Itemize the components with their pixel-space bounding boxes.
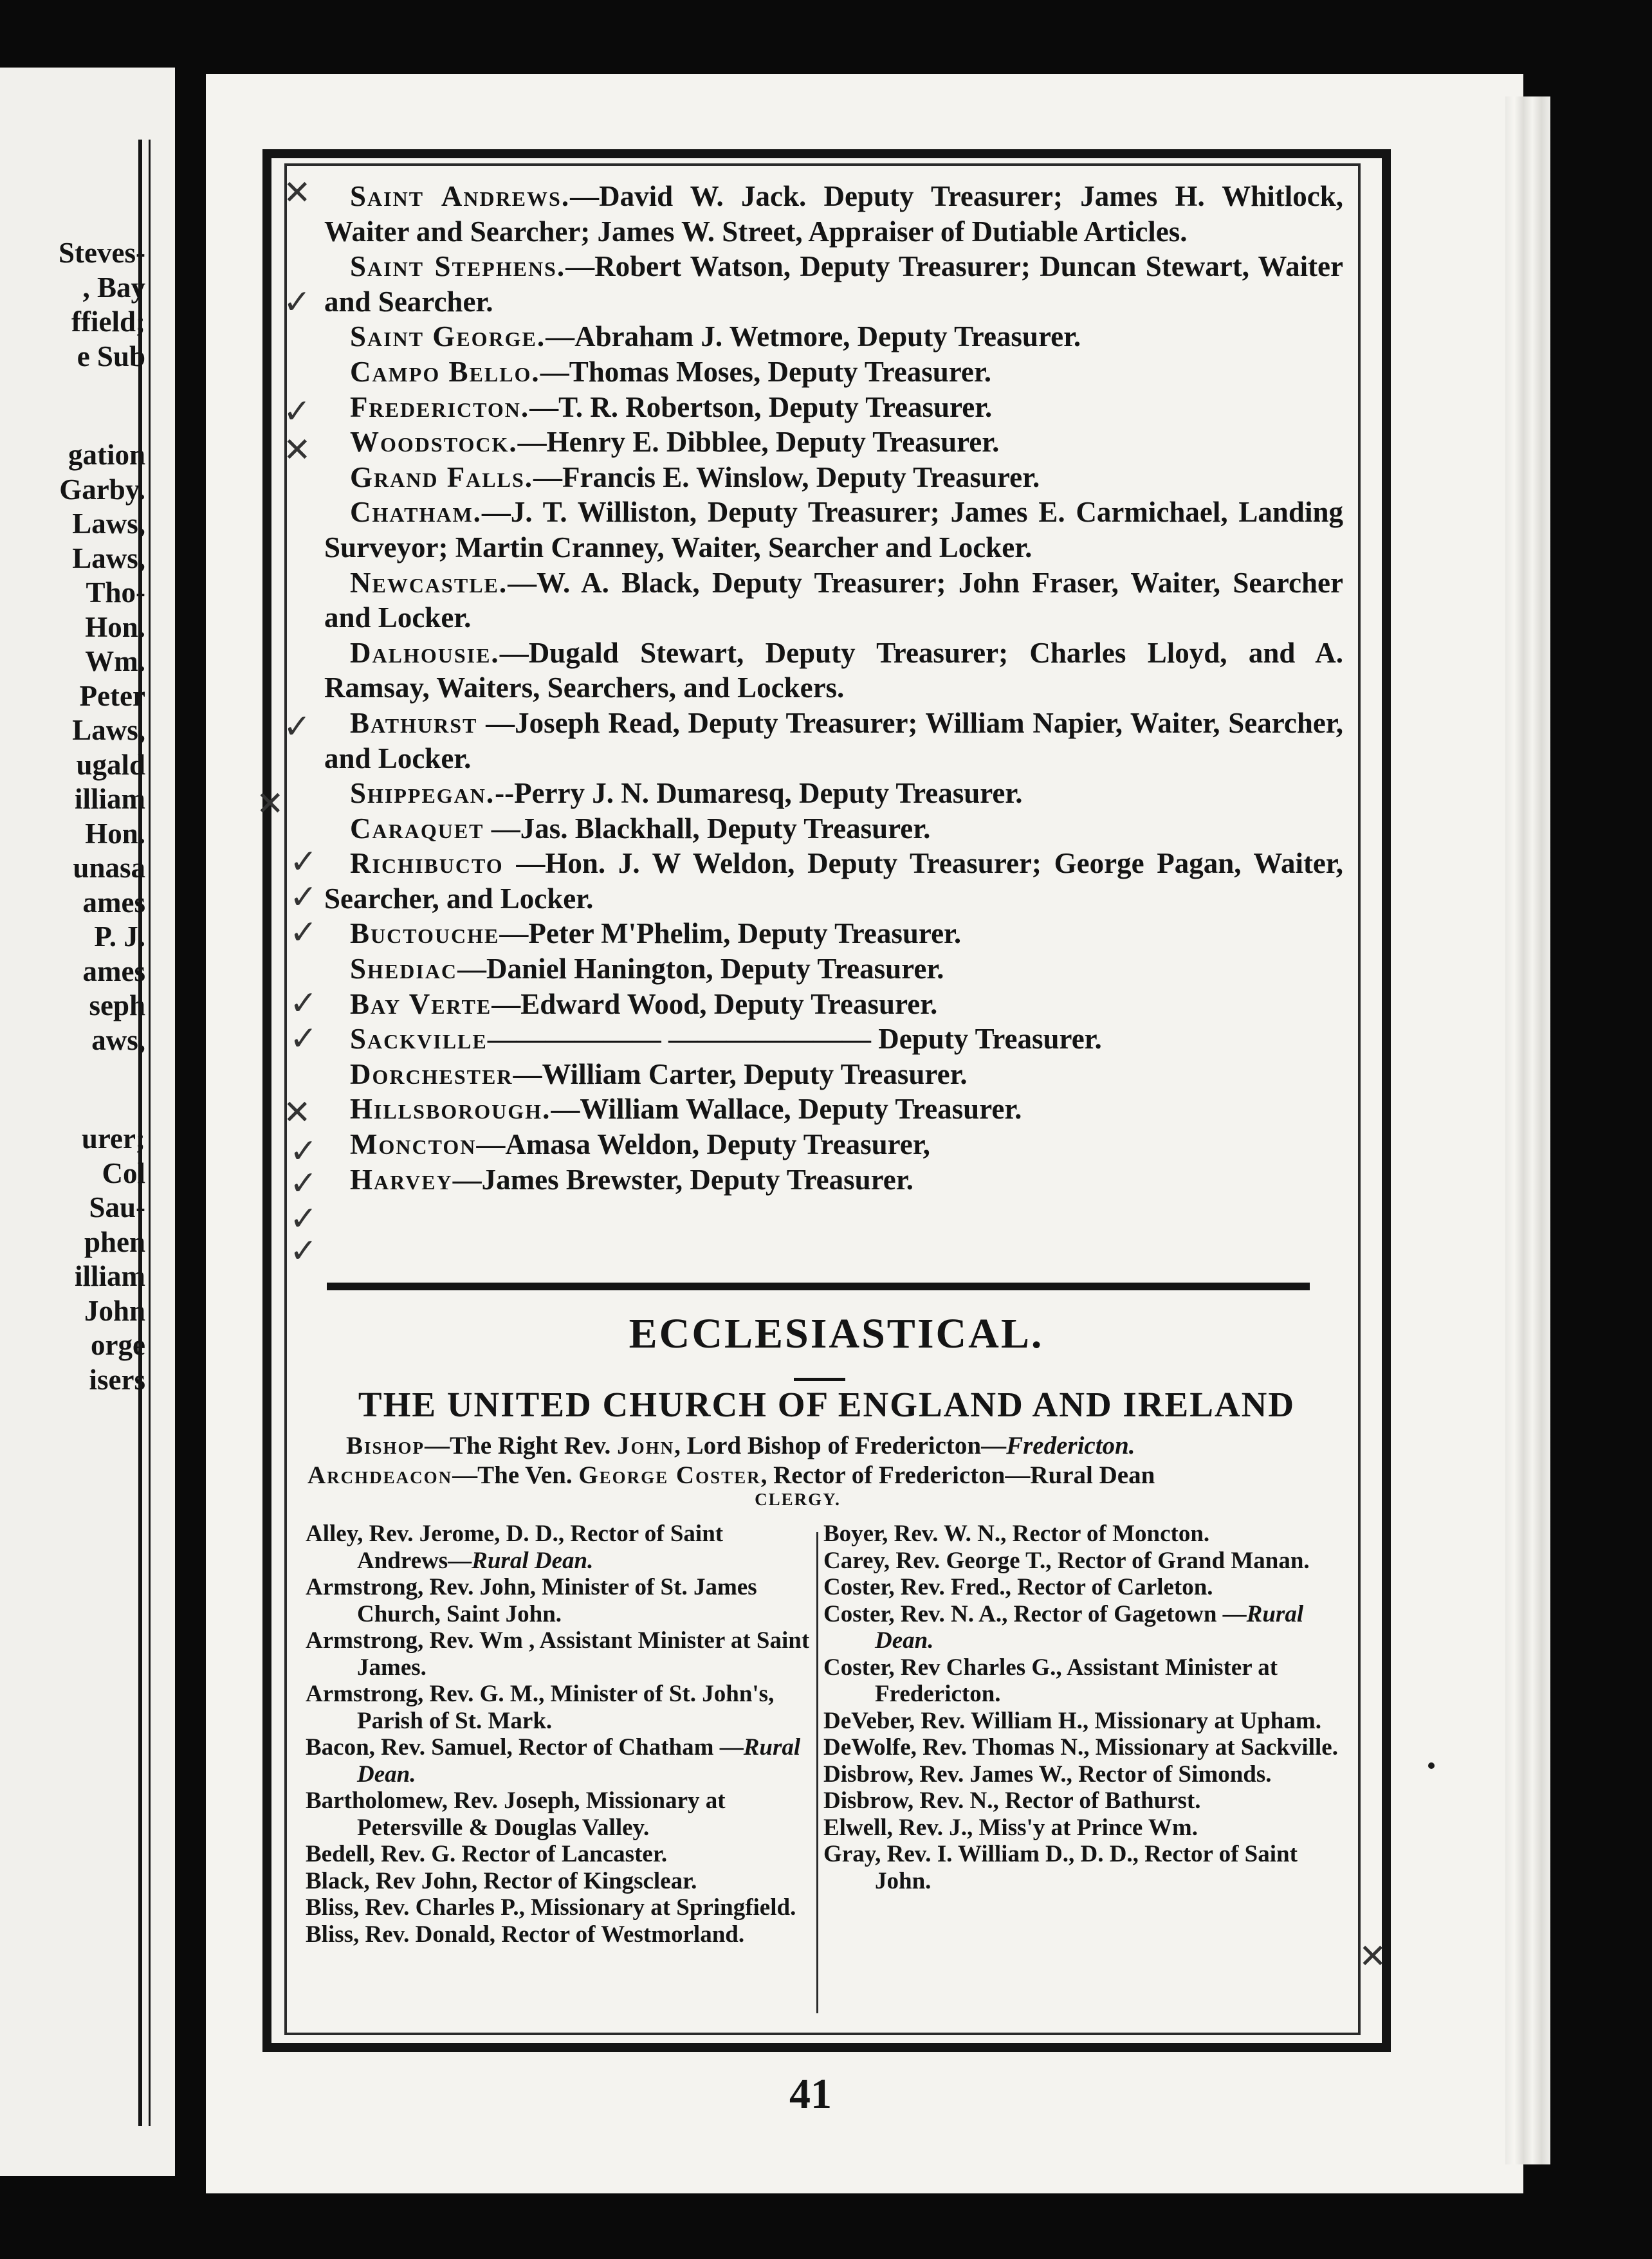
- customs-entry: [324, 495, 1343, 565]
- clergy-entry: Alley, Rev. Jerome, D. D., Rector of Saint Andrews—Rural Dean.: [306, 1521, 724, 1574]
- port-name: Saint Stephens.: [350, 250, 566, 283]
- clergy-entry: Coster, Rev Charles G., Assistant Minister at Fredericton.: [823, 1654, 1278, 1707]
- customs-entry: [324, 1092, 1343, 1127]
- previous-page-line: urer;: [81, 1122, 145, 1155]
- port-name: Grand Falls.: [350, 461, 534, 493]
- previous-page-line: ffield;: [71, 306, 145, 338]
- previous-page-line: Steves-: [59, 237, 145, 269]
- column-divider: [816, 1532, 818, 2013]
- clergy-entry: Black, Rev John, Rector of Kingsclear.: [306, 1867, 697, 1894]
- officer-text: —Amasa Weldon, Deputy Treasurer,: [476, 1128, 930, 1161]
- title-underline: [794, 1378, 845, 1381]
- customs-entry: [324, 179, 1343, 249]
- previous-page-line: Peter: [79, 679, 145, 712]
- customs-entry: [324, 249, 1343, 319]
- port-name: Fredericton.: [350, 390, 530, 423]
- port-name: Campo Bello.: [350, 355, 540, 388]
- clergy-entry: Armstrong, Rev. Wm , Assistant Minister at Saint James.: [306, 1627, 810, 1681]
- customs-entry: [324, 565, 1343, 636]
- previous-page-line: Tho-: [86, 576, 145, 608]
- previous-page-line: illiam: [75, 783, 145, 815]
- clergy-entry: Armstrong, Rev. John, Minister of St. James Church, Saint John.: [306, 1574, 757, 1627]
- port-name: Woodstock.: [350, 426, 518, 459]
- bishop-line: Bishop—The Right Rev. John, Lord Bishop of Fredericton—Fredericton.: [346, 1432, 1135, 1459]
- previous-page-line: , Bay: [82, 271, 145, 304]
- previous-page-line: gation: [68, 439, 145, 471]
- port-name: Sackville: [350, 1023, 488, 1056]
- previous-page-line: P. J.: [94, 920, 145, 953]
- customs-entry: [324, 1057, 1343, 1092]
- customs-entry: [324, 390, 1343, 425]
- previous-page-line: seph: [89, 989, 145, 1021]
- check-mark-icon: ✓: [289, 1132, 318, 1171]
- check-mark-icon: ✓: [289, 984, 318, 1023]
- page-number: 41: [789, 2071, 832, 2117]
- officer-text: —Francis E. Winslow, Deputy Treasurer.: [533, 461, 1040, 493]
- customs-entry: [324, 987, 1343, 1022]
- check-mark-icon: ✓: [289, 1020, 318, 1058]
- officer-text: —David W. Jack. Deputy Treasurer; James H. Whitlock, Waiter and Searcher; James W. Street, Appraiser of Dutiable Articles.: [324, 180, 1343, 248]
- church-heading: THE UNITED CHURCH OF ENGLAND AND IRELAND: [358, 1385, 1296, 1424]
- section-divider: [327, 1283, 1310, 1290]
- customs-entry: [324, 319, 1343, 354]
- officer-text: —Hon. J. W Weldon, Deputy Treasurer; George Pagan, Waiter, Searcher, and Locker.: [324, 847, 1343, 915]
- officer-text: —James Brewster, Deputy Treasurer.: [452, 1163, 913, 1196]
- clergy-entry: Bartholomew, Rev. Joseph, Missionary at Petersville & Douglas Valley.: [306, 1788, 726, 1841]
- officer-text: —————— ——————— Deputy Treasurer.: [487, 1023, 1102, 1056]
- previous-page-line: illiam: [75, 1260, 145, 1292]
- check-mark-icon: ✓: [289, 1200, 318, 1238]
- previous-page-line: Laws,: [72, 508, 145, 540]
- page-edges: [1505, 96, 1550, 2164]
- officer-text: —Henry E. Dibblee, Deputy Treasurer.: [517, 426, 1000, 459]
- officer-text: —Jas. Blackhall, Deputy Treasurer.: [484, 812, 931, 845]
- previous-page-text: [0, 236, 145, 1397]
- clergy-entry: DeVeber, Rev. William H., Missionary at Upham.: [823, 1707, 1321, 1734]
- clergy-entry: Bliss, Rev. Charles P., Missionary at Springfield.: [306, 1894, 796, 1921]
- port-name: Newcastle.: [350, 566, 508, 599]
- previous-page-line: unasa: [73, 852, 145, 884]
- officer-text: —William Wallace, Deputy Treasurer.: [551, 1093, 1022, 1126]
- clergy-list-left: [306, 1521, 814, 1948]
- customs-entry: [324, 636, 1343, 706]
- customs-entry: [324, 1162, 1343, 1198]
- clergy-entry: Disbrow, Rev. N., Rector of Bathurst.: [823, 1788, 1201, 1814]
- officer-text: —Edward Wood, Deputy Treasurer.: [491, 987, 938, 1020]
- previous-page-line: Sau-: [89, 1191, 145, 1223]
- previous-page-line: phen: [84, 1225, 145, 1258]
- cross-mark-icon: ✕: [283, 431, 311, 470]
- previous-page-line: [0, 1057, 145, 1122]
- previous-page-line: ugald: [76, 748, 145, 781]
- ink-dot: [1428, 1762, 1435, 1769]
- previous-page-line: aws,: [91, 1023, 145, 1056]
- officer-text: —Joseph Read, Deputy Treasurer; William Napier, Waiter, Searcher, and Locker.: [324, 706, 1343, 774]
- cross-mark-icon: ✕: [283, 1093, 311, 1132]
- check-mark-icon: ✓: [289, 878, 318, 917]
- customs-entry: [324, 706, 1343, 776]
- previous-page-line: Wm.: [85, 645, 145, 677]
- port-name: Saint Andrews.: [350, 180, 571, 212]
- customs-entry: [324, 1127, 1343, 1162]
- previous-page-fragment: [0, 68, 175, 2176]
- customs-entry: [324, 951, 1343, 987]
- customs-entry: [324, 1021, 1343, 1057]
- port-name: Buctouche: [350, 917, 500, 950]
- check-mark-icon: ✓: [289, 913, 318, 952]
- port-name: Hillsborough.: [350, 1093, 551, 1126]
- customs-entry: [324, 425, 1343, 460]
- previous-page-line: Laws,: [72, 542, 145, 574]
- clergy-entry: Gray, Rev. I. William D., D. D., Rector of Saint John.: [823, 1841, 1298, 1894]
- clergy-entry: Carey, Rev. George T., Rector of Grand Manan.: [823, 1547, 1310, 1574]
- clergy-entry: Disbrow, Rev. James W., Rector of Simonds.: [823, 1761, 1272, 1788]
- officer-text: —W. A. Black, Deputy Treasurer; John Fraser, Waiter, Searcher and Locker.: [324, 566, 1343, 634]
- officer-text: —Dugald Stewart, Deputy Treasurer; Charles Lloyd, and A. Ramsay, Waiters, Searchers, and Lockers.: [324, 636, 1343, 704]
- clergy-entry: Bedell, Rev. G. Rector of Lancaster.: [306, 1841, 668, 1867]
- port-name: Caraquet: [350, 812, 484, 845]
- customs-entry: [324, 811, 1343, 846]
- port-name: Dorchester: [350, 1057, 513, 1090]
- previous-page-line: John: [84, 1294, 145, 1327]
- previous-page-line: isers: [89, 1363, 145, 1396]
- port-name: Chatham.: [350, 496, 482, 529]
- clergy-entry: Coster, Rev. N. A., Rector of Gagetown —Rural Dean.: [823, 1600, 1304, 1654]
- customs-entry: [324, 354, 1343, 390]
- port-name: Shediac: [350, 953, 458, 985]
- port-name: Bay Verte: [350, 987, 492, 1020]
- clergy-heading: CLERGY.: [755, 1490, 841, 1509]
- cross-mark-icon: ✕: [256, 785, 284, 823]
- clergy-entry: Bliss, Rev. Donald, Rector of Westmorland.: [306, 1921, 745, 1948]
- clergy-entry: Bacon, Rev. Samuel, Rector of Chatham —Rural Dean.: [306, 1734, 801, 1788]
- previous-page-line: Garby.: [59, 473, 145, 506]
- section-title: ECCLESIASTICAL.: [629, 1310, 1044, 1357]
- officer-text: --Perry J. N. Dumaresq, Deputy Treasurer.: [495, 777, 1023, 810]
- check-mark-icon: ✓: [289, 1164, 318, 1203]
- archdeacon-line: Archdeacon—The Ven. George Coster, Rector of Fredericton—Rural Dean: [307, 1461, 1155, 1489]
- clergy-entry: DeWolfe, Rev. Thomas N., Missionary at Sackville.: [823, 1734, 1338, 1761]
- previous-page-line: [0, 374, 145, 438]
- officer-text: —T. R. Robertson, Deputy Treasurer.: [529, 390, 993, 423]
- officer-text: —Thomas Moses, Deputy Treasurer.: [540, 355, 991, 388]
- officer-text: —Robert Watson, Deputy Treasurer; Duncan Stewart, Waiter and Searcher.: [324, 250, 1343, 318]
- customs-entry: [324, 916, 1343, 951]
- check-mark-icon: ✓: [283, 283, 311, 322]
- clergy-entry: Elwell, Rev. J., Miss'y at Prince Wm.: [823, 1814, 1198, 1841]
- officer-text: —Abraham J. Wetmore, Deputy Treasurer.: [546, 320, 1081, 353]
- check-mark-icon: ✓: [289, 843, 318, 881]
- previous-page-line: ames: [82, 886, 145, 919]
- clergy-entry: Armstrong, Rev. G. M., Minister of St. John's, Parish of St. Mark.: [306, 1681, 775, 1734]
- customs-entry: [324, 846, 1343, 916]
- previous-page-line: e Sub: [77, 340, 145, 372]
- port-name: Moncton: [350, 1128, 477, 1161]
- officer-text: —J. T. Williston, Deputy Treasurer; James E. Carmichael, Landing Surveyor; Martin Cranney, Waiter, Searcher and Locker.: [324, 496, 1343, 563]
- officer-text: —Peter M'Phelim, Deputy Treasurer.: [499, 917, 962, 950]
- clergy-entry: Coster, Rev. Fred., Rector of Carleton.: [823, 1574, 1213, 1600]
- port-name: Richibucto: [350, 847, 504, 880]
- check-mark-icon: ✓: [283, 708, 311, 746]
- customs-entry: [324, 776, 1343, 811]
- previous-page-line: Laws,: [72, 714, 145, 746]
- previous-page-line: Hon.: [85, 817, 145, 850]
- customs-officers-list: [324, 179, 1343, 1197]
- church-officials: [307, 1431, 1343, 1490]
- officer-text: —Daniel Hanington, Deputy Treasurer.: [457, 953, 944, 985]
- officer-text: —William Carter, Deputy Treasurer.: [513, 1057, 968, 1090]
- port-name: Harvey: [350, 1163, 453, 1196]
- previous-page-line: Hon.: [85, 610, 145, 643]
- clergy-list-right: [823, 1521, 1338, 1894]
- clergy-entry: Boyer, Rev. W. N., Rector of Moncton.: [823, 1521, 1210, 1547]
- cross-mark-icon: ✕: [1359, 1937, 1387, 1976]
- customs-entry: [324, 460, 1343, 495]
- previous-page-line: orge: [91, 1329, 145, 1361]
- cross-mark-icon: ✕: [283, 174, 311, 212]
- port-name: Shippegan.: [350, 777, 495, 810]
- port-name: Bathurst: [350, 706, 478, 739]
- check-mark-icon: ✓: [283, 392, 311, 431]
- previous-page-line: ames: [82, 955, 145, 987]
- port-name: Saint George.: [350, 320, 546, 353]
- check-mark-icon: ✓: [289, 1232, 318, 1270]
- previous-page-line: Col: [102, 1157, 145, 1189]
- port-name: Dalhousie.: [350, 636, 500, 669]
